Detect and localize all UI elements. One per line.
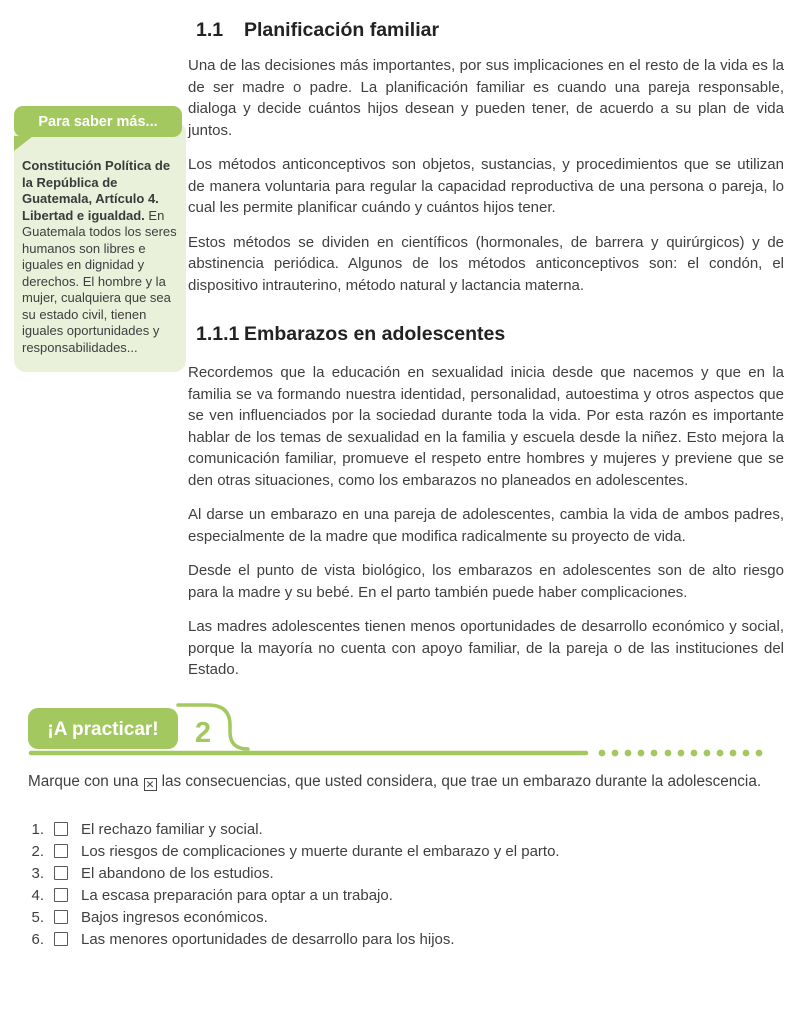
item-number: 4. — [31, 886, 44, 904]
practice-number-tab — [178, 705, 248, 749]
item-label: Bajos ingresos económicos. — [81, 908, 268, 926]
item-number: 6. — [31, 930, 44, 948]
dotted-line-icon — [599, 749, 763, 756]
checkbox[interactable] — [54, 932, 68, 946]
checklist-item — [28, 840, 790, 862]
checkbox[interactable] — [54, 910, 68, 924]
instruction-text-before: Marque con una — [28, 772, 139, 790]
item-number: 5. — [31, 908, 44, 926]
paragraph-sub-4: Las madres adolescentes tienen menos oportunidades de desarrollo económico y social, porque la mayoría no cuenta con apoyo familiar, de la pareja o de las instituciones del Estado. — [188, 618, 784, 678]
paragraph-sub-3: Desde el punto de vista biológico, los embarazos en adolescentes son de alto riesgo para la madre y su bebé. En el parto también puede haber complicaciones. — [188, 562, 784, 601]
instruction-text-after: las consecuencias, que usted considera, que trae un embarazo durante la adolescencia. — [161, 772, 762, 790]
section-number: 1.1 — [196, 19, 224, 41]
subsection-number: 1.1.1 — [196, 323, 240, 345]
checkbox[interactable] — [54, 822, 68, 836]
section-heading — [188, 18, 784, 42]
checked-box-icon — [144, 778, 157, 791]
item-number: 3. — [31, 864, 44, 882]
item-label: Los riesgos de complicaciones y muerte durante el embarazo y el parto. — [81, 842, 560, 860]
checklist-item — [28, 862, 790, 884]
practice-section — [0, 699, 790, 951]
paragraph-sub-2: Al darse un embarazo en una pareja de adolescentes, cambia la vida de ambos padres, especialmente de la madre que modifica radicalmente su proyecto de vida. — [188, 506, 784, 545]
paragraph-intro-3: Estos métodos se dividen en científicos (hormonales, de barrera y quirúrgicos) y de abstinencia periódica. Algunos de los métodos anticonceptivos son: el condón, el dispositivo intrauterino, método natural y lactancia materna. — [188, 233, 784, 294]
checklist-item — [28, 818, 790, 840]
checkbox[interactable] — [54, 844, 68, 858]
sidebar-header-label: Para saber más... — [38, 113, 158, 130]
item-label: El rechazo familiar y social. — [81, 820, 263, 838]
sidebar-header-bubble — [14, 106, 182, 137]
checklist-item — [28, 928, 790, 950]
checkbox[interactable] — [54, 866, 68, 880]
section-title: Planificación familiar — [244, 19, 440, 41]
subsection-title: Embarazos en adolescentes — [244, 323, 506, 345]
item-label: La escasa preparación para optar a un trabajo. — [81, 886, 393, 904]
item-number: 1. — [31, 820, 44, 838]
consequences-checklist — [28, 818, 790, 950]
practice-banner — [0, 699, 790, 759]
main-text-column — [188, 0, 784, 681]
paragraph-intro-2: Los métodos anticonceptivos son objetos, sustancias, y procedimientos que se utilizan de manera voluntaria para regular la capacidad reproductiva de una persona o pareja, lo cual les permite planificar cuándo y cuántos hijos tener. — [188, 156, 784, 216]
checklist-item — [28, 884, 790, 906]
sidebar-text — [22, 158, 178, 356]
item-number: 2. — [31, 842, 44, 860]
checklist-item — [28, 906, 790, 928]
practice-banner-number: 2 — [194, 716, 212, 749]
paragraph-sub-1: Recordemos que la educación en sexualidad inicia desde que nacemos y que en la familia se va formando nuestra identidad, personalidad, autoestima y otros aspectos que se ven influenciados por la sociedad durante toda la vida. Por esta razón es importante hablar de los temas de sexualidad en la familia y escuela desde la niñez. Esto mejora la comunicación familiar, promueve el respeto entre hombres y mujeres y previene que se den otras situaciones, como los embarazos no planeados en adolescentes. — [188, 364, 784, 489]
speech-bubble-tail-icon — [14, 136, 33, 151]
item-label: El abandono de los estudios. — [81, 864, 274, 882]
sidebar-bold-text: Constitución Política de la República de Guatemala, Artículo 4. Libertad e igualdad. — [22, 158, 171, 223]
paragraph-intro-1: Una de las decisiones más importantes, por sus implicaciones en el resto de la vida es la de ser madre o padre. La planificación familiar es cuando una pareja responsable, dialoga y decide cuántos hijos desean y pueden tener, de acuerdo a su plan de vida juntos. — [188, 57, 784, 139]
practice-instruction — [28, 771, 782, 793]
sidebar-body-text: En Guatemala todos los seres humanos son libres e iguales en dignidad y derechos. El hombre y la mujer, cualquiera que sea su estado civil, tienen iguales oportunidades y responsabilidades... — [22, 207, 177, 355]
x-mark: ✕ — [145, 778, 155, 791]
practice-banner-label: ¡A practicar! — [47, 718, 159, 740]
item-label: Las menores oportunidades de desarrollo para los hijos. — [81, 930, 455, 948]
para-saber-mas-box — [14, 113, 186, 372]
checkbox[interactable] — [54, 888, 68, 902]
subsection-heading — [188, 322, 784, 346]
